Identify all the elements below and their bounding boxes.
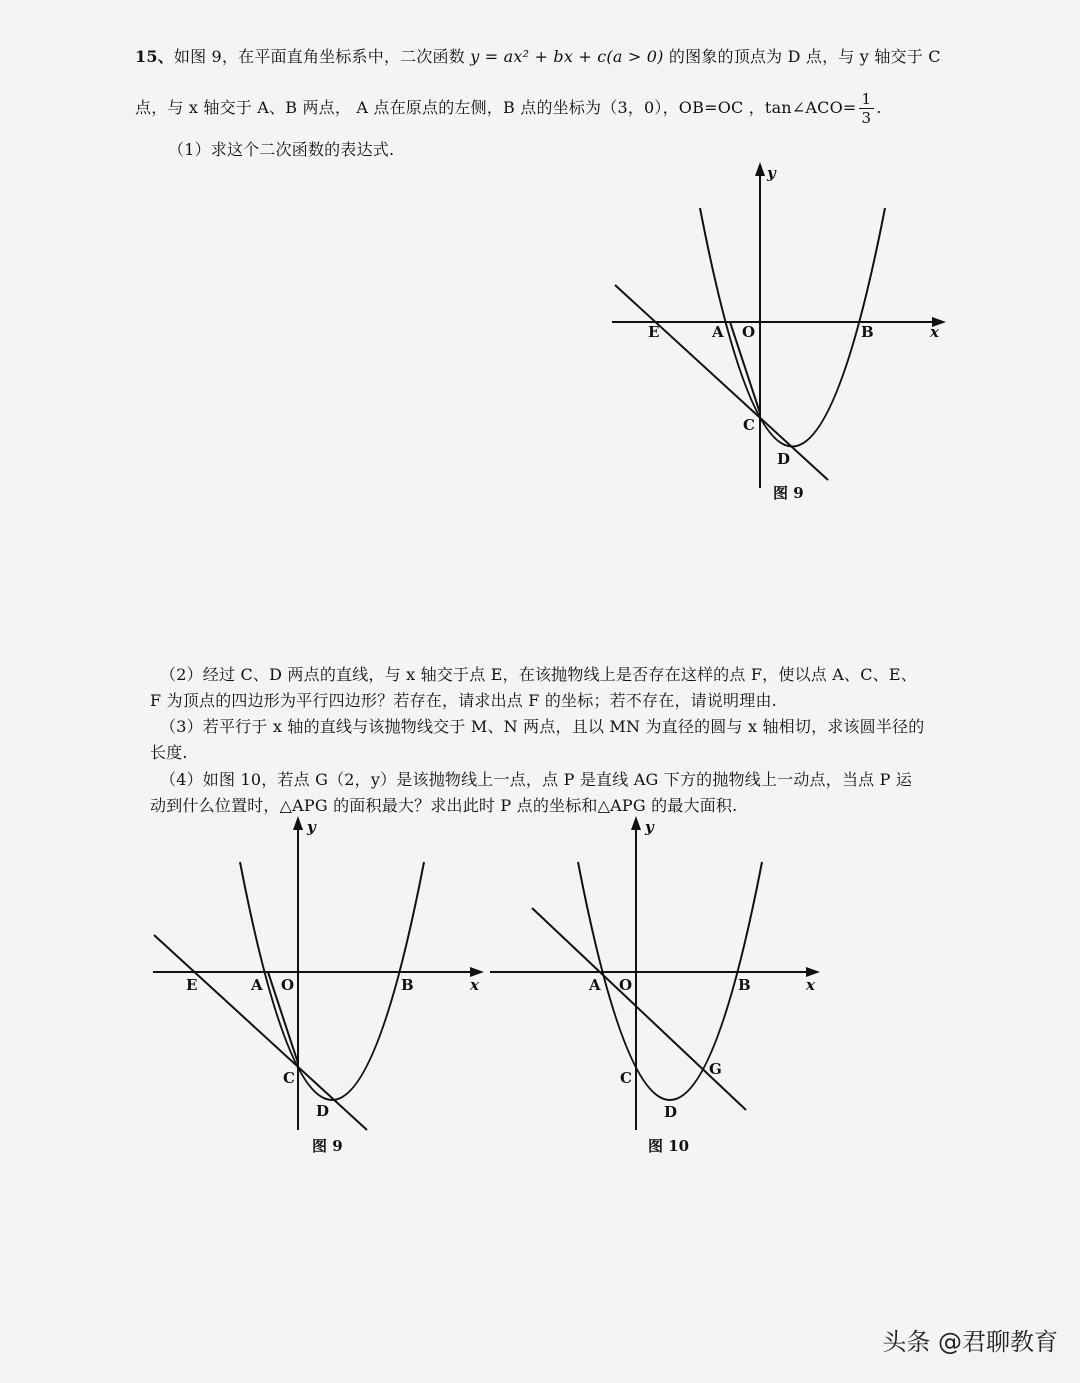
problem-number: 15、 xyxy=(135,47,174,66)
label-y: y xyxy=(767,164,776,182)
y-axis-arrow xyxy=(293,816,303,830)
label-x: x xyxy=(930,323,939,341)
question-1: （1）求这个二次函数的表达式. xyxy=(168,140,395,159)
figure-caption: 图 10 xyxy=(648,1137,690,1155)
y-axis-arrow xyxy=(755,162,765,176)
watermark: 头条 @君聊教育 xyxy=(882,1328,1058,1356)
label-a: A xyxy=(712,323,724,341)
figure-caption: 图 9 xyxy=(312,1137,343,1155)
problem-intro-2: 的图象的顶点为 D 点，与 y 轴交于 C xyxy=(668,47,941,66)
label-g: G xyxy=(709,1060,722,1078)
figure-9-top xyxy=(600,160,960,510)
label-d: D xyxy=(316,1102,330,1120)
label-b: B xyxy=(401,976,414,994)
label-d: D xyxy=(664,1103,678,1121)
label-x: x xyxy=(470,976,479,994)
label-c: C xyxy=(620,1069,632,1087)
line-cd xyxy=(615,285,828,480)
question-2-line-1: （2）经过 C、D 两点的直线，与 x 轴交于点 E，在该抛物线上是否存在这样的点 F，使以点 A、C、E、 xyxy=(160,665,917,684)
fraction-numerator: 1 xyxy=(859,90,875,109)
tan-fraction xyxy=(859,90,875,127)
parabola xyxy=(240,862,424,1100)
problem-line-2 xyxy=(135,90,882,127)
problem-condition: 点，与 x 轴交于 A、B 两点， A 点在原点的左侧，B 点的坐标为（3，0），OB=OC ，tan∠ACO= xyxy=(135,98,857,117)
figure-caption: 图 9 xyxy=(773,484,804,502)
label-a: A xyxy=(589,976,601,994)
label-e: E xyxy=(186,976,198,994)
period: . xyxy=(876,98,882,117)
label-b: B xyxy=(738,976,751,994)
question-3-line-2: 长度. xyxy=(150,743,188,762)
y-axis-arrow xyxy=(631,816,641,830)
fraction-denominator: 3 xyxy=(861,109,872,127)
label-o: O xyxy=(619,976,633,994)
problem-line-1 xyxy=(135,44,941,67)
question-4-line-1: （4）如图 10，若点 G（2，y）是该抛物线上一点，点 P 是直线 AG 下方的抛物线上一动点，当点 P 运 xyxy=(160,770,913,789)
line-ag xyxy=(532,908,746,1110)
label-a: A xyxy=(251,976,263,994)
parabola xyxy=(578,862,762,1100)
label-d: D xyxy=(777,450,791,468)
label-y: y xyxy=(645,818,654,836)
label-c: C xyxy=(743,416,755,434)
label-c: C xyxy=(283,1069,295,1087)
label-y: y xyxy=(307,818,316,836)
problem-intro: 如图 9，在平面直角坐标系中，二次函数 xyxy=(173,47,465,66)
label-x: x xyxy=(806,976,815,994)
question-3-line-1: （3）若平行于 x 轴的直线与该抛物线交于 M、N 两点，且以 MN 为直径的圆与 x 轴相切，求该圆半径的 xyxy=(160,717,925,736)
label-o: O xyxy=(281,976,295,994)
figure-10 xyxy=(485,810,830,1160)
label-o: O xyxy=(742,323,756,341)
figure-9-bottom xyxy=(145,810,495,1160)
line-cd xyxy=(154,935,367,1130)
label-b: B xyxy=(861,323,874,341)
quadratic-formula: y = ax² + bx + c(a > 0) xyxy=(470,47,664,66)
question-4-line-2: 动到什么位置时，△APG 的面积最大？求出此时 P 点的坐标和△APG 的最大面积. xyxy=(150,796,738,815)
question-2-line-2: F 为顶点的四边形为平行四边形？若存在，请求出点 F 的坐标；若不存在，请说明理由. xyxy=(150,691,777,710)
parabola xyxy=(700,208,885,447)
label-e: E xyxy=(648,323,660,341)
